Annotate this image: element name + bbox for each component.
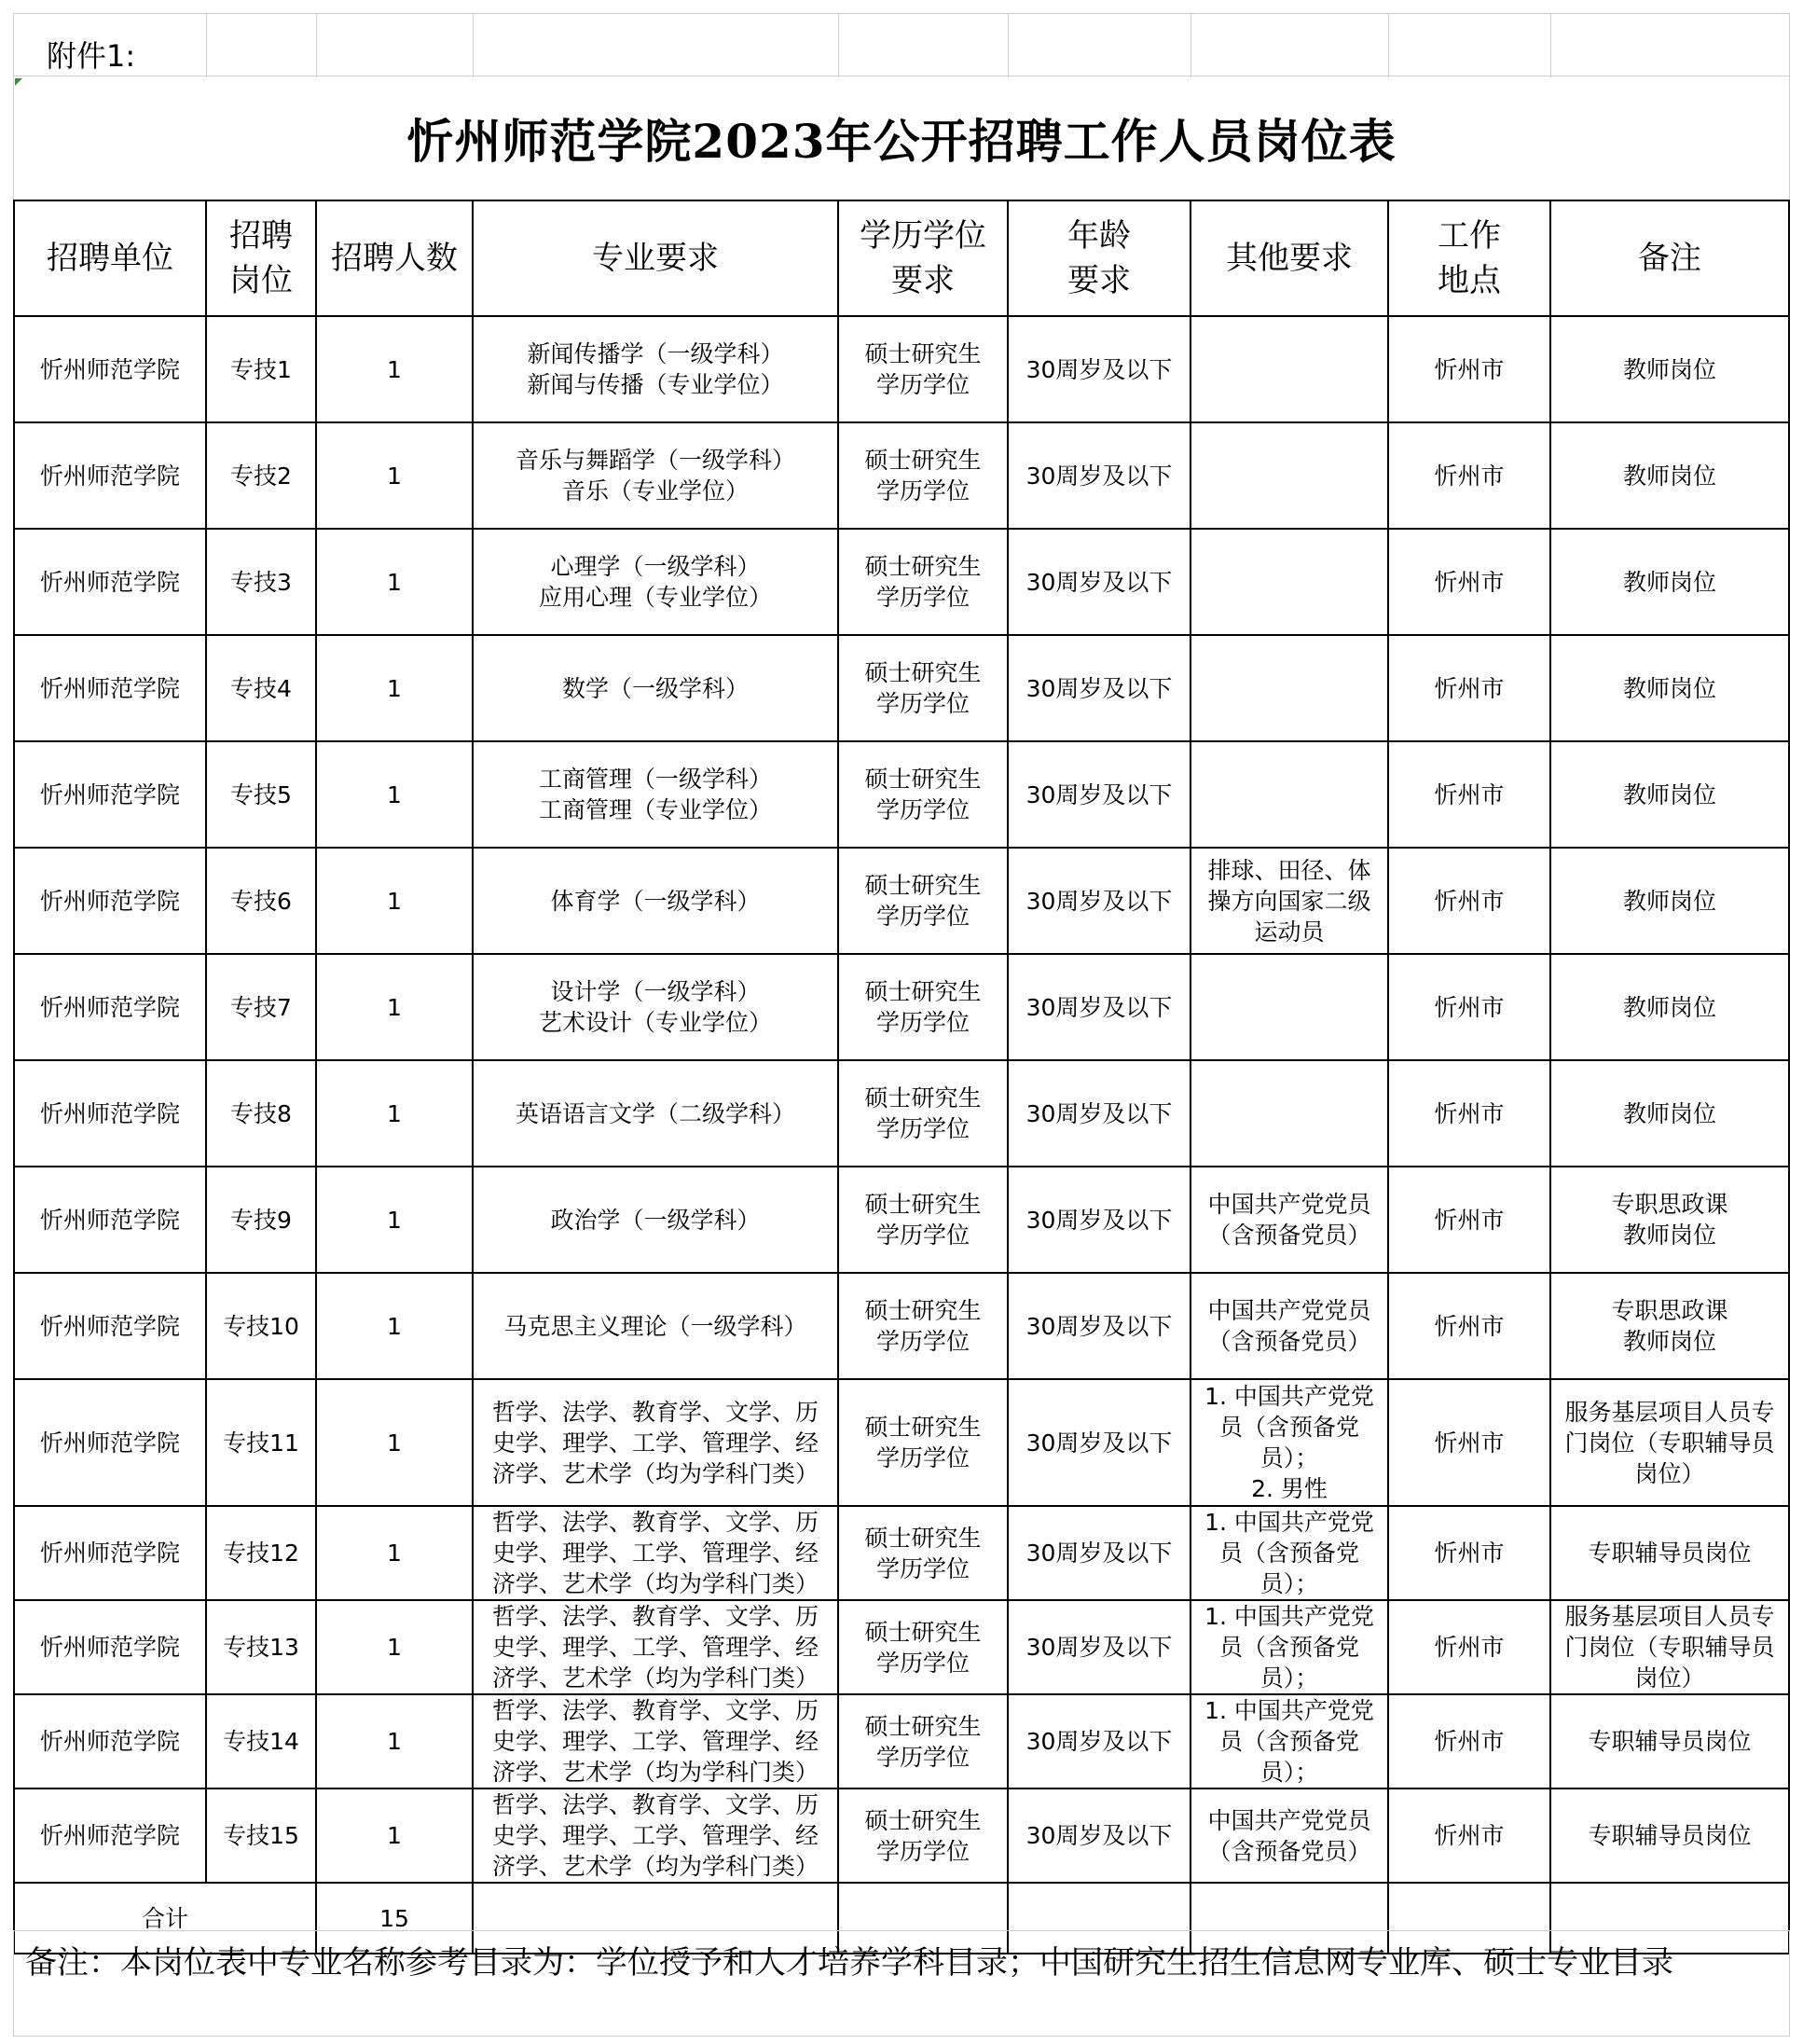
cell-other: 1. 中国共产党党 员（含预备党 员）； [1191, 1600, 1388, 1694]
cell-major: 数学（一级学科） [473, 635, 838, 741]
table-row [14, 954, 1789, 1060]
cell-remark: 服务基层项目人员专 门岗位（专职辅导员 岗位） [1550, 1379, 1789, 1506]
cell-remark: 教师岗位 [1550, 635, 1789, 741]
cell-count: 1 [316, 635, 473, 741]
cell-other [1191, 635, 1388, 741]
cell-post: 专技2 [206, 422, 316, 529]
footnote: 备注：本岗位表中专业名称参考目录为：学位授予和人才培养学科目录；中国研究生招生信息网专业库、硕士专业目录 [13, 1930, 1790, 2037]
cell-unit: 忻州师范学院 [14, 1273, 206, 1379]
cell-location: 忻州市 [1388, 1600, 1550, 1694]
cell-other [1191, 529, 1388, 635]
cell-count: 1 [316, 1167, 473, 1273]
gridline [316, 14, 317, 77]
cell-remark: 服务基层项目人员专 门岗位（专职辅导员 岗位） [1550, 1600, 1789, 1694]
cell-unit: 忻州师范学院 [14, 1506, 206, 1600]
cell-remark: 教师岗位 [1550, 316, 1789, 422]
total-label: 合计 [14, 1883, 316, 1954]
cell-location: 忻州市 [1388, 1694, 1550, 1788]
cell-location: 忻州市 [1388, 848, 1550, 954]
cell-age: 30周岁及以下 [1008, 1694, 1191, 1788]
header-gridlines [13, 13, 1790, 76]
cell-unit: 忻州师范学院 [14, 1167, 206, 1273]
cell-major: 心理学（一级学科） 应用心理（专业学位） [473, 529, 838, 635]
cell-age: 30周岁及以下 [1008, 1506, 1191, 1600]
cell-other [1191, 1060, 1388, 1167]
cell-post: 专技3 [206, 529, 316, 635]
cell-location: 忻州市 [1388, 635, 1550, 741]
cell-count: 1 [316, 1788, 473, 1883]
cell-location: 忻州市 [1388, 741, 1550, 848]
header-location: 工作地点 [1388, 200, 1550, 316]
cell-location: 忻州市 [1388, 954, 1550, 1060]
table-row [14, 1600, 1789, 1694]
gridline [838, 14, 839, 77]
cell-post: 专技1 [206, 316, 316, 422]
cell-age: 30周岁及以下 [1008, 422, 1191, 529]
cell-degree: 硕士研究生 学历学位 [838, 1379, 1008, 1506]
cell-degree: 硕士研究生 学历学位 [838, 1600, 1008, 1694]
header-post: 招聘岗位 [206, 200, 316, 316]
cell-remark: 教师岗位 [1550, 422, 1789, 529]
cell-count: 1 [316, 1694, 473, 1788]
cell-other: 1. 中国共产党党 员（含预备党 员）； [1191, 1694, 1388, 1788]
cell-degree: 硕士研究生 学历学位 [838, 1273, 1008, 1379]
cell-location: 忻州市 [1388, 316, 1550, 422]
table-row [14, 422, 1789, 529]
cell-other: 1. 中国共产党党 员（含预备党 员）； [1191, 1506, 1388, 1600]
cell-unit: 忻州师范学院 [14, 848, 206, 954]
cell-age: 30周岁及以下 [1008, 635, 1191, 741]
cell-count: 1 [316, 1060, 473, 1167]
table-row [14, 635, 1789, 741]
table-row [14, 1788, 1789, 1883]
header-remark: 备注 [1550, 200, 1789, 316]
cell-post: 专技14 [206, 1694, 316, 1788]
cell-remark: 教师岗位 [1550, 741, 1789, 848]
cell-location: 忻州市 [1388, 1379, 1550, 1506]
cell-count: 1 [316, 1506, 473, 1600]
cell-major: 哲学、法学、教育学、文学、历 史学、理学、工学、管理学、经 济学、艺术学（均为学科门类） [473, 1506, 838, 1600]
cell-degree: 硕士研究生 学历学位 [838, 954, 1008, 1060]
header-unit: 招聘单位 [14, 200, 206, 316]
cell-count: 1 [316, 316, 473, 422]
cell-unit: 忻州师范学院 [14, 954, 206, 1060]
cell-count: 1 [316, 741, 473, 848]
header-age: 年龄要求 [1008, 200, 1191, 316]
cell-unit: 忻州师范学院 [14, 1379, 206, 1506]
cell-post: 专技4 [206, 635, 316, 741]
cell-location: 忻州市 [1388, 529, 1550, 635]
cell-major: 政治学（一级学科） [473, 1167, 838, 1273]
cell-post: 专技11 [206, 1379, 316, 1506]
cell-major: 体育学（一级学科） [473, 848, 838, 954]
cell-post: 专技15 [206, 1788, 316, 1883]
cell-degree: 硕士研究生 学历学位 [838, 741, 1008, 848]
cell-remark: 专职辅导员岗位 [1550, 1506, 1789, 1600]
cell-other: 排球、田径、体 操方向国家二级 运动员 [1191, 848, 1388, 954]
cell-other: 中国共产党党员 （含预备党员） [1191, 1167, 1388, 1273]
cell-age: 30周岁及以下 [1008, 848, 1191, 954]
cell-post: 专技10 [206, 1273, 316, 1379]
cell-location: 忻州市 [1388, 1060, 1550, 1167]
cell-post: 专技6 [206, 848, 316, 954]
cell-major: 音乐与舞蹈学（一级学科） 音乐（专业学位） [473, 422, 838, 529]
table-row [14, 1694, 1789, 1788]
cell-major: 哲学、法学、教育学、文学、历 史学、理学、工学、管理学、经 济学、艺术学（均为学科门类） [473, 1600, 838, 1694]
cell-post: 专技8 [206, 1060, 316, 1167]
cell-age: 30周岁及以下 [1008, 741, 1191, 848]
cell-major: 哲学、法学、教育学、文学、历 史学、理学、工学、管理学、经 济学、艺术学（均为学科门类） [473, 1379, 838, 1506]
table-row [14, 529, 1789, 635]
cell-other: 1. 中国共产党党 员（含预备党 员）； 2. 男性 [1191, 1379, 1388, 1506]
cell-degree: 硕士研究生 学历学位 [838, 1788, 1008, 1883]
cell-count: 1 [316, 848, 473, 954]
cell-major: 哲学、法学、教育学、文学、历 史学、理学、工学、管理学、经 济学、艺术学（均为学科门类） [473, 1788, 838, 1883]
cell-post: 专技5 [206, 741, 316, 848]
cell-unit: 忻州师范学院 [14, 1694, 206, 1788]
cell-count: 1 [316, 1273, 473, 1379]
cell-count: 1 [316, 954, 473, 1060]
cell-unit: 忻州师范学院 [14, 741, 206, 848]
cell-remark: 专职辅导员岗位 [1550, 1788, 1789, 1883]
cell-count: 1 [316, 422, 473, 529]
cell-major: 工商管理（一级学科） 工商管理（专业学位） [473, 741, 838, 848]
cell-location: 忻州市 [1388, 1788, 1550, 1883]
cell-degree: 硕士研究生 学历学位 [838, 529, 1008, 635]
cell-remark: 教师岗位 [1550, 1060, 1789, 1167]
cell-degree: 硕士研究生 学历学位 [838, 1167, 1008, 1273]
table-row [14, 741, 1789, 848]
cell-count: 1 [316, 1379, 473, 1506]
cell-degree: 硕士研究生 学历学位 [838, 1506, 1008, 1600]
cell-major: 设计学（一级学科） 艺术设计（专业学位） [473, 954, 838, 1060]
header-other: 其他要求 [1191, 200, 1388, 316]
table-row [14, 848, 1789, 954]
cell-degree: 硕士研究生 学历学位 [838, 848, 1008, 954]
cell-other [1191, 316, 1388, 422]
cell-other: 中国共产党党员 （含预备党员） [1191, 1273, 1388, 1379]
cell-degree: 硕士研究生 学历学位 [838, 1694, 1008, 1788]
cell-unit: 忻州师范学院 [14, 1600, 206, 1694]
gridline [1008, 14, 1009, 77]
cell-unit: 忻州师范学院 [14, 1788, 206, 1883]
table-row [14, 1060, 1789, 1167]
cell-age: 30周岁及以下 [1008, 1600, 1191, 1694]
cell-remark: 教师岗位 [1550, 954, 1789, 1060]
page-title: 忻州师范学院2023年公开招聘工作人员岗位表 [13, 76, 1790, 200]
cell-post: 专技13 [206, 1600, 316, 1694]
cell-other [1191, 954, 1388, 1060]
table-row [14, 316, 1789, 422]
cell-degree: 硕士研究生 学历学位 [838, 1060, 1008, 1167]
table-row [14, 1167, 1789, 1273]
cell-remark: 专职思政课 教师岗位 [1550, 1167, 1789, 1273]
cell-unit: 忻州师范学院 [14, 1060, 206, 1167]
cell-other [1191, 741, 1388, 848]
cell-degree: 硕士研究生 学历学位 [838, 422, 1008, 529]
cell-age: 30周岁及以下 [1008, 529, 1191, 635]
cell-unit: 忻州师范学院 [14, 422, 206, 529]
cell-major: 哲学、法学、教育学、文学、历 史学、理学、工学、管理学、经 济学、艺术学（均为学科门类） [473, 1694, 838, 1788]
cell-remark: 教师岗位 [1550, 529, 1789, 635]
cell-location: 忻州市 [1388, 1167, 1550, 1273]
cell-other: 中国共产党党员 （含预备党员） [1191, 1788, 1388, 1883]
gridline [1550, 14, 1551, 77]
cell-age: 30周岁及以下 [1008, 1060, 1191, 1167]
table-row [14, 1379, 1789, 1506]
cell-post: 专技12 [206, 1506, 316, 1600]
cell-post: 专技9 [206, 1167, 316, 1273]
cell-age: 30周岁及以下 [1008, 1379, 1191, 1506]
table-row [14, 1273, 1789, 1379]
header-major: 专业要求 [473, 200, 838, 316]
cell-degree: 硕士研究生 学历学位 [838, 635, 1008, 741]
cell-age: 30周岁及以下 [1008, 316, 1191, 422]
header-count: 招聘人数 [316, 200, 473, 316]
cell-location: 忻州市 [1388, 422, 1550, 529]
cell-other [1191, 422, 1388, 529]
cell-remark: 专职辅导员岗位 [1550, 1694, 1789, 1788]
gridline [1388, 14, 1389, 77]
table-header-row [14, 200, 1789, 316]
cell-age: 30周岁及以下 [1008, 954, 1191, 1060]
cell-major: 新闻传播学（一级学科） 新闻与传播（专业学位） [473, 316, 838, 422]
cell-count: 1 [316, 1600, 473, 1694]
cell-age: 30周岁及以下 [1008, 1273, 1191, 1379]
cell-post: 专技7 [206, 954, 316, 1060]
table-row [14, 1506, 1789, 1600]
cell-remark: 教师岗位 [1550, 848, 1789, 954]
header-degree: 学历学位要求 [838, 200, 1008, 316]
cell-location: 忻州市 [1388, 1506, 1550, 1600]
cell-age: 30周岁及以下 [1008, 1167, 1191, 1273]
attachment-label: 附件1: [47, 38, 136, 74]
cell-unit: 忻州师范学院 [14, 316, 206, 422]
cell-count: 1 [316, 529, 473, 635]
cell-remark: 专职思政课 教师岗位 [1550, 1273, 1789, 1379]
gridline [473, 14, 474, 77]
cell-degree: 硕士研究生 学历学位 [838, 316, 1008, 422]
cell-major: 英语语言文学（二级学科） [473, 1060, 838, 1167]
gridline [206, 14, 207, 77]
positions-table [13, 200, 1790, 1954]
cell-major: 马克思主义理论（一级学科） [473, 1273, 838, 1379]
spreadsheet-sheet [13, 13, 1790, 2037]
cell-unit: 忻州师范学院 [14, 529, 206, 635]
cell-unit: 忻州师范学院 [14, 635, 206, 741]
cell-age: 30周岁及以下 [1008, 1788, 1191, 1883]
cell-location: 忻州市 [1388, 1273, 1550, 1379]
total-count: 15 [316, 1883, 473, 1954]
